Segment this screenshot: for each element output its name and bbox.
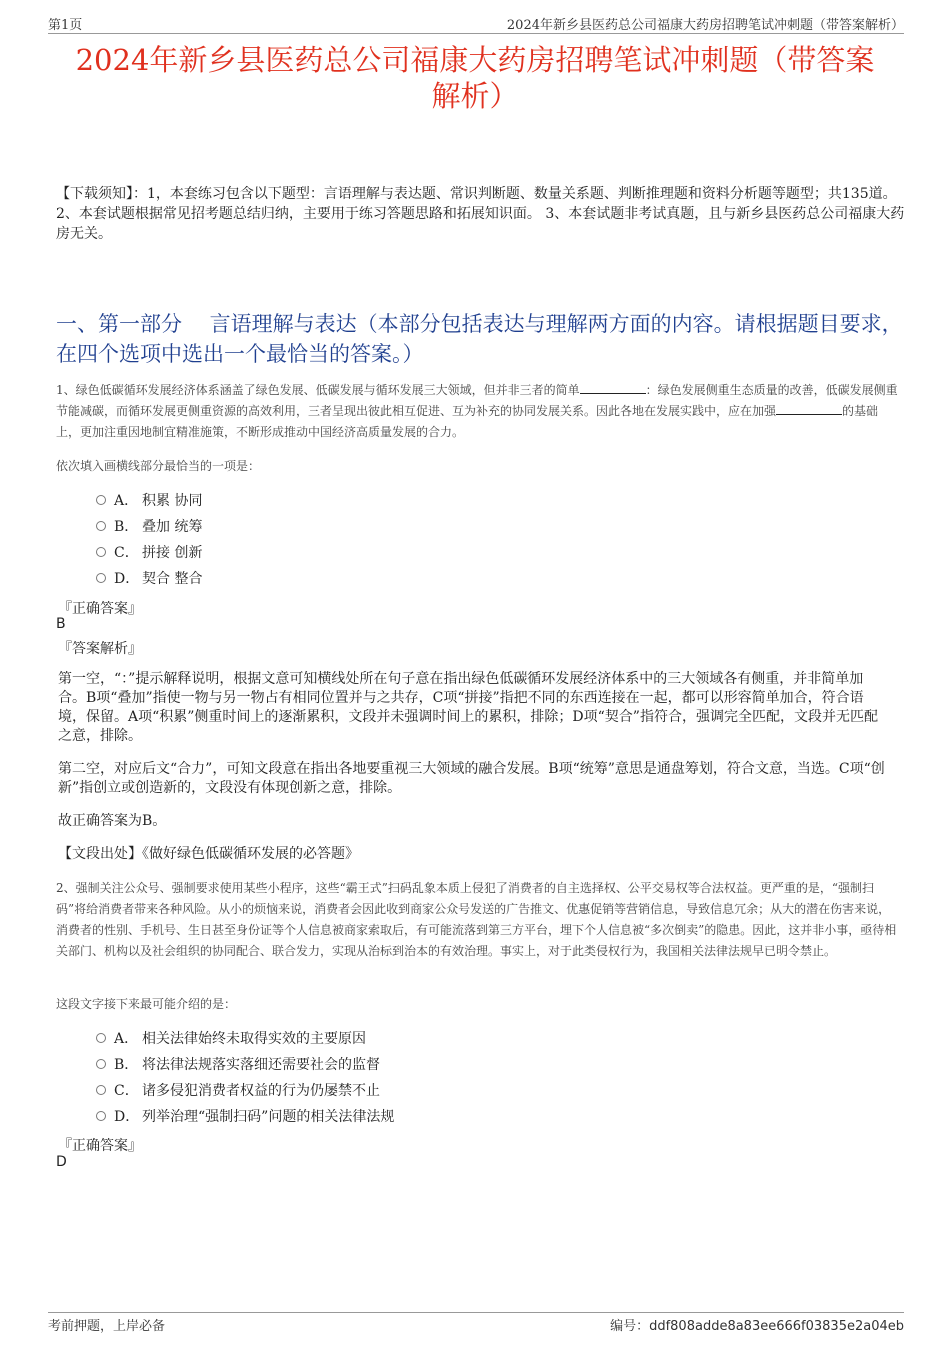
q1-option-d[interactable]: [96, 569, 202, 589]
option-letter: C．: [114, 545, 139, 561]
q1-analysis-1: 第一空，“：”提示解释说明，根据文意可知横线处所在句子意在指出绿色低碳循环发展经济体系中的三大领域各有侧重，并非简单加合。B项“叠加”指使一物与另一物占有相同位置并与之共存，C项“拼接”指把不同的东西连接在一起，都可以形容简单加合，符合语境，保留。A项“积累”侧重时间上的逐渐累积，文段并未强调时间上的累积，排除；D项“契合”指符合，强调完全匹配，文段并无匹配之意，排除。: [58, 671, 878, 744]
option-text: 相关法律始终未取得实效的主要原因: [142, 1031, 366, 1047]
title-line-1: 2024年新乡县医药总公司福康大药房招聘笔试冲刺题（带答案: [75, 43, 875, 77]
option-text: 拼接 创新: [142, 545, 203, 561]
radio-icon[interactable]: [96, 1111, 106, 1121]
option-text: 诸多侵犯消费者权益的行为仍屡禁不止: [142, 1083, 380, 1099]
title-line-2: 解析）: [431, 79, 519, 113]
q1-option-b[interactable]: [96, 517, 202, 537]
option-letter: A．: [114, 493, 139, 509]
q1-text-a: 1、绿色低碳循环发展经济体系涵盖了绿色发展、低碳发展与循环发展三大领域，但并非三者的简单: [56, 383, 580, 397]
q2-option-b[interactable]: [96, 1055, 380, 1075]
footer-code-label: 编号：: [610, 1319, 650, 1334]
option-letter: B．: [114, 519, 139, 535]
radio-icon[interactable]: [96, 495, 106, 505]
q1-blank-1: [580, 382, 646, 394]
option-letter: D．: [114, 571, 140, 587]
download-notice: 【下载须知】：1，本套练习包含以下题型：言语理解与表达题、常识判断题、数量关系题、判断推理题和资料分析题等题型；共135道。 2、本套试题根据常见招考题总结归纳，主要用于练习答题思路和拓展知识面。 3、本套试题非考试真题，且与新乡县医药总公司福康大药房无关。: [56, 186, 905, 242]
radio-icon[interactable]: [96, 547, 106, 557]
page-footer: [48, 1312, 904, 1332]
option-text: 叠加 统筹: [142, 519, 203, 535]
page-header: [48, 14, 904, 34]
q2-option-d[interactable]: [96, 1107, 394, 1127]
q1-prompt: 依次填入画横线部分最恰当的一项是：: [56, 459, 261, 473]
q1-conclusion: 故正确答案为B。: [58, 813, 167, 829]
document-title: [40, 42, 910, 114]
q1-analysis-label: 『答案解析』: [58, 641, 142, 657]
q1-answer: B: [56, 616, 66, 632]
radio-icon[interactable]: [96, 573, 106, 583]
q2-answer-label: 『正确答案』: [58, 1138, 142, 1154]
option-text: 契合 整合: [142, 571, 203, 587]
q1-option-c[interactable]: [96, 543, 202, 563]
q2-answer: D: [56, 1154, 67, 1170]
q1-text-c: 的基础上，更加注重因地制宜精准施策，不断形成推动中国经济高质量发展的合力。: [56, 404, 879, 439]
q1-source: 【文段出处】《做好绿色低碳循环发展的必答题》: [58, 846, 359, 862]
question-1-text: [56, 380, 901, 443]
question-2-text: 2、强制关注公众号、强制要求使用某些小程序，这些“霸王式”扫码乱象本质上侵犯了消费者的自主选择权、公平交易权等合法权益。更严重的是，“强制扫码”将给消费者带来各种风险。从小的烦恼来说，消费者会因此收到商家公众号发送的广告推文、优惠促销等营销信息，导致信息冗余；从大的潜在伤害来说，消费者的性别、手机号、生日甚至身份证等个人信息被商家索取后，有可能流落到第三方平台，埋下个人信息被“多次倒卖”的隐患。因此，这并非小事，亟待相关部门、机构以及社会组织的协同配合、联合发力，实现从治标到治本的有效治理。事实上，对于此类侵权行为，我国相关法律法规早已明令禁止。: [56, 881, 897, 958]
option-text: 将法律法规落实落细还需要社会的监督: [142, 1057, 380, 1073]
option-letter: B．: [114, 1057, 139, 1073]
option-letter: A．: [114, 1031, 139, 1047]
radio-icon[interactable]: [96, 1059, 106, 1069]
section-title: 一、第一部分 言语理解与表达（本部分包括表达与理解两方面的内容。请根据题目要求，在四个选项中选出一个最恰当的答案。）: [56, 312, 903, 366]
footer-code: [610, 1315, 904, 1334]
q2-prompt: 这段文字接下来最可能介绍的是：: [56, 997, 237, 1011]
footer-slogan: 考前押题，上岸必备: [48, 1319, 166, 1334]
footer-code-value: ddf808adde8a83ee666f03835e2a04eb: [649, 1319, 904, 1334]
q2-option-c[interactable]: [96, 1081, 380, 1101]
q2-option-a[interactable]: [96, 1029, 366, 1049]
q1-text-b: ：绿色发展侧重生态质量的改善，低碳发展侧重节能减碳，而循环发展更侧重资源的高效利用，三者呈现出彼此相互促进、互为补充的协同发展关系。因此各地在发展实践中，应在加强: [56, 383, 898, 418]
option-letter: C．: [114, 1083, 139, 1099]
header-doc-title: 2024年新乡县医药总公司福康大药房招聘笔试冲刺题（带答案解析）: [506, 18, 904, 33]
q1-option-a[interactable]: [96, 491, 202, 511]
option-text: 积累 协同: [142, 493, 203, 509]
q1-blank-2: [776, 403, 842, 415]
radio-icon[interactable]: [96, 521, 106, 531]
q1-analysis-2: 第二空，对应后文“合力”，可知文段意在指出各地要重视三大领域的融合发展。B项“统筹”意思是通盘筹划，符合文意，当选。C项“创新”指创立或创造新的，文段没有体现创新之意，排除。: [58, 761, 885, 796]
radio-icon[interactable]: [96, 1085, 106, 1095]
option-letter: D．: [114, 1109, 140, 1125]
page-number: 第1页: [48, 18, 83, 33]
option-text: 列举治理“强制扫码”问题的相关法律法规: [142, 1109, 395, 1125]
radio-icon[interactable]: [96, 1033, 106, 1043]
q1-answer-label: 『正确答案』: [58, 601, 142, 617]
